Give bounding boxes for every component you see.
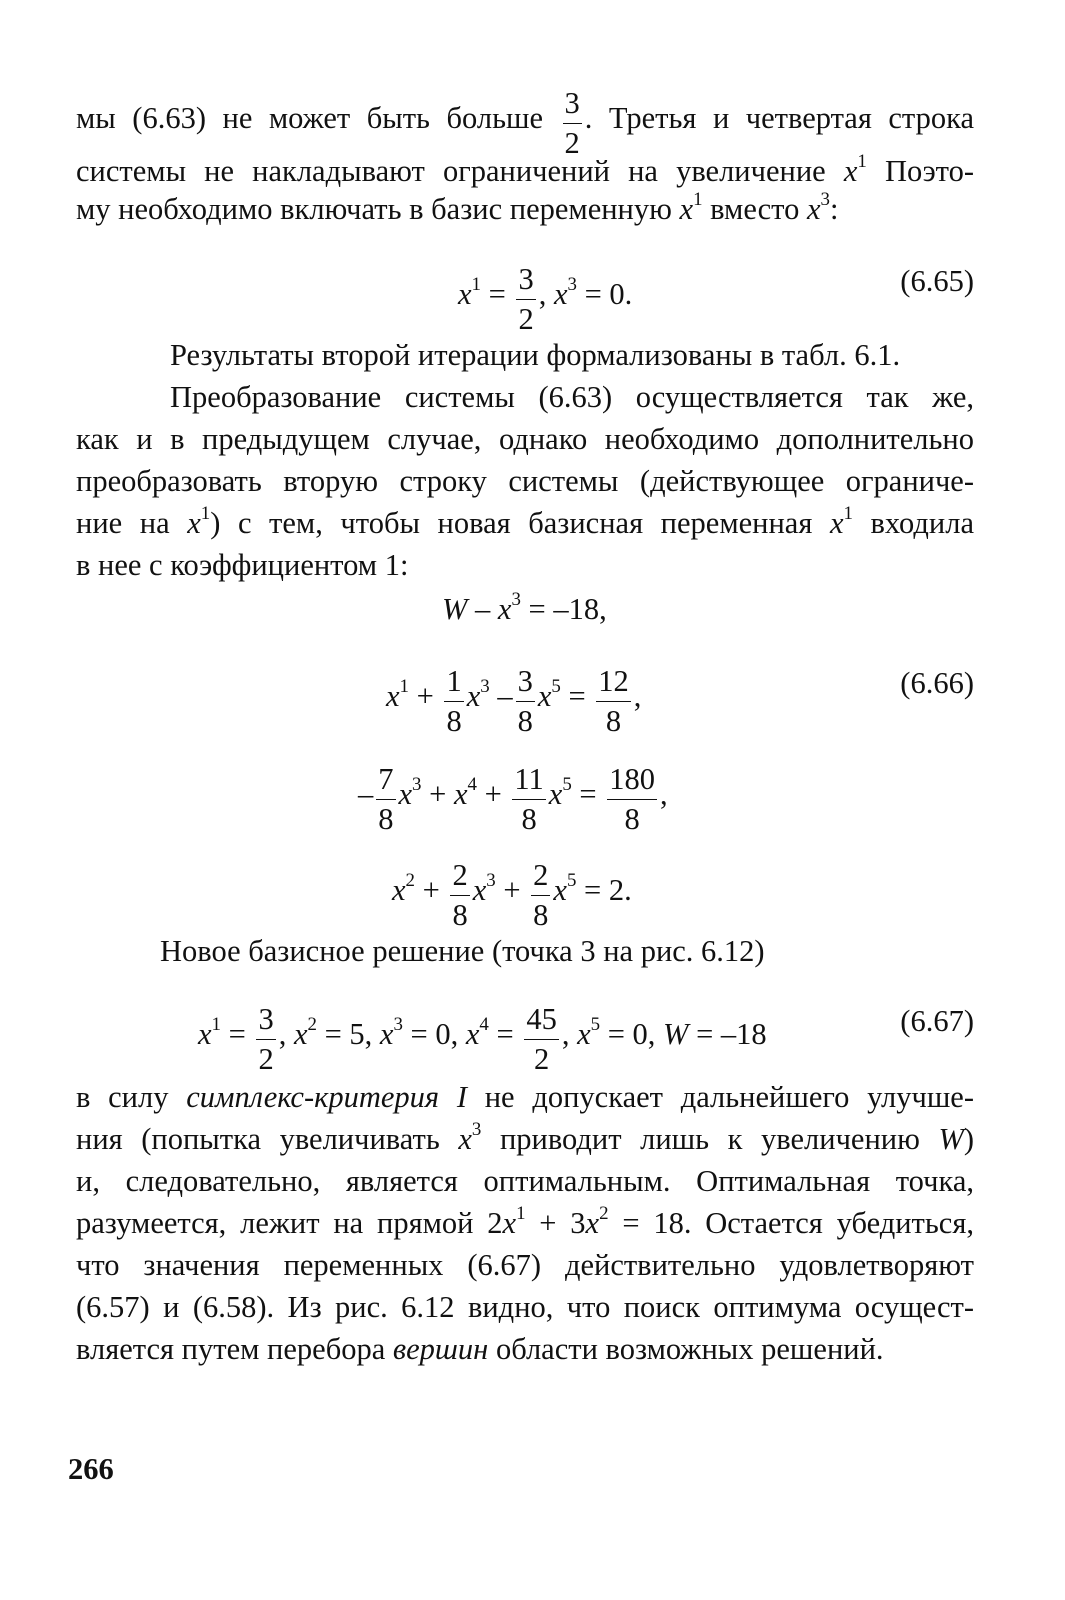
equation-6-67: $x^1$ = $\frac{3}{2}$ , $x^2 = 5$, $x^3 = 0$, $x^4$ = $\frac{45}{2}$ , $x^5 = 0$, W = –18 (198, 1002, 767, 1076)
page-number: 266 (68, 1452, 114, 1486)
equation-number: (6.67) (900, 1004, 974, 1038)
text-line: вляется путем перебора вершин области возможных решений. (76, 1332, 884, 1366)
equation-6-66-row-4: $x^2$ + $\frac{2}{8}$ $x^3$ + $\frac{2}{8}$ $x^5 = 2$. (392, 858, 632, 932)
text-line: ния (попытка увеличивать $x^3$ приводит лишь к увеличению W) (76, 1119, 975, 1156)
text-line: преобразовать вторую строку системы (действующее ограниче- (76, 464, 974, 498)
equation-number: (6.66) (900, 666, 974, 700)
equation-6-66-row-3: – $\frac{7}{8}$ $x^3 + x^4$ + $\frac{11}{8}$ $x^5$ = $\frac{180}{8}$ , (358, 762, 668, 836)
text-line: Новое базисное решение (точка 3 на рис. 6.12) (160, 934, 765, 968)
text-line: Преобразование системы (6.63) осуществляется так же, (170, 380, 974, 414)
text-line: системы не накладывают ограничений на увеличение $x^1$ Поэто- (76, 151, 975, 188)
equation-6-66-row-1: $W - x^3 = -18$, (442, 589, 607, 626)
text-line: ние на $x^1$) с тем, чтобы новая базисная переменная $x^1$ входила (76, 503, 974, 540)
text-line: в силу симплекс-критерия I не допускает дальнейшего улучше- (76, 1080, 974, 1114)
text-line: мы (6.63) не может быть больше $\frac{3}{2}$ . Третья и четвертая строка (76, 86, 974, 160)
fraction: $\frac{3}{2}$ (564, 86, 580, 160)
equation-number: (6.65) (900, 264, 974, 298)
text-line: как и в предыдущем случае, однако необходимо дополнительно (76, 422, 974, 456)
text-line: Результаты второй итерации формализованы в табл. 6.1. (170, 338, 901, 372)
text-line: и, следовательно, является оптимальным. Оптимальная точка, (76, 1164, 974, 1198)
equation-6-66-row-2: $x^1$ + $\frac{1}{8}$ $x^3$ – $\frac{3}{8}$ $x^5$ = $\frac{12}{8}$ , (386, 664, 642, 738)
text-line: му необходимо включать в базис переменную $x^1$ вместо $x^3$: (76, 189, 839, 226)
equation-6-65: $x^1$ = $\frac{3}{2}$ , $x^3 = 0$. (458, 262, 633, 336)
text-line: (6.57) и (6.58). Из рис. 6.12 видно, что поиск оптимума осущест- (76, 1290, 974, 1324)
text-line: разумеется, лежит на прямой $2x^1 + 3x^2 = 18$. Остается убедиться, (76, 1203, 974, 1240)
text-line: что значения переменных (6.67) действительно удовлетворяют (76, 1248, 974, 1282)
text-line: в нее с коэффициентом 1: (76, 548, 409, 582)
